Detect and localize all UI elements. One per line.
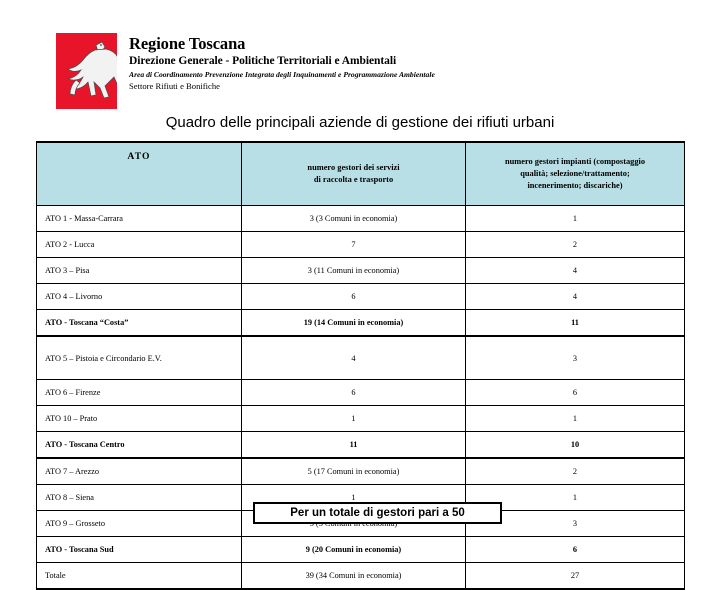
tuscany-pegasus-logo-icon xyxy=(56,33,117,109)
cell-gestori-servizi: 3 (3 Comuni in economia) xyxy=(242,206,466,232)
cell-ato-name: ATO 8 – Siena xyxy=(37,485,242,511)
cell-ato-name: ATO - Toscana Sud xyxy=(37,537,242,563)
table-row xyxy=(37,310,685,337)
table-row xyxy=(37,563,685,590)
cell-gestori-impianti: 1 xyxy=(466,406,685,432)
table-row xyxy=(37,380,685,406)
table-row xyxy=(37,284,685,310)
table-row xyxy=(37,406,685,432)
cell-gestori-servizi: 19 (14 Comuni in economia) xyxy=(242,310,466,337)
cell-gestori-servizi: 39 (34 Comuni in economia) xyxy=(242,563,466,590)
table-row xyxy=(37,458,685,485)
cell-gestori-impianti: 2 xyxy=(466,232,685,258)
table-body xyxy=(37,206,685,590)
table-row xyxy=(37,537,685,563)
cell-gestori-impianti: 10 xyxy=(466,432,685,459)
column-header-impianti xyxy=(466,142,685,206)
table-row xyxy=(37,432,685,459)
header-text-block xyxy=(129,33,435,92)
cell-gestori-servizi: 6 xyxy=(242,380,466,406)
cell-ato-name: ATO 10 – Prato xyxy=(37,406,242,432)
organization-area: Area di Coordinamento Prevenzione Integrata degli Inquinamenti e Programmazione Ambientale xyxy=(129,69,435,79)
organization-department: Direzione Generale - Politiche Territoriali e Ambientali xyxy=(129,55,397,68)
cell-ato-name: ATO 5 – Pistoia e Circondario E.V. xyxy=(37,336,242,380)
page-title: Quadro delle principali aziende di gestione dei rifiuti urbani xyxy=(165,114,555,131)
cell-gestori-impianti: 4 xyxy=(466,284,685,310)
cell-gestori-impianti: 11 xyxy=(466,310,685,337)
cell-ato-name: ATO 9 – Grosseto xyxy=(37,511,242,537)
cell-gestori-servizi: 3 (11 Comuni in economia) xyxy=(242,258,466,284)
cell-ato-name: ATO 4 – Livorno xyxy=(37,284,242,310)
cell-ato-name: ATO 3 – Pisa xyxy=(37,258,242,284)
column-header-impianti-line1: numero gestori impianti (compostaggio xyxy=(504,156,646,166)
cell-gestori-servizi: 11 xyxy=(242,432,466,459)
column-header-servizi-line2: di raccolta e trasporto xyxy=(313,175,394,184)
cell-gestori-impianti: 3 xyxy=(466,336,685,380)
cell-ato-name: ATO 1 - Massa-Carrara xyxy=(37,206,242,232)
table-row xyxy=(37,232,685,258)
cell-ato-name: Totale xyxy=(37,563,242,590)
cell-ato-name: ATO - Toscana “Costa” xyxy=(37,310,242,337)
cell-gestori-servizi: 7 xyxy=(242,232,466,258)
cell-gestori-servizi: 9 (20 Comuni in economia) xyxy=(242,537,466,563)
cell-gestori-impianti: 2 xyxy=(466,458,685,485)
table-row xyxy=(37,336,685,380)
organization-name: Regione Toscana xyxy=(129,34,246,53)
cell-gestori-servizi: 1 xyxy=(242,406,466,432)
cell-gestori-impianti: 1 xyxy=(466,206,685,232)
cell-ato-name: ATO 7 – Arezzo xyxy=(37,458,242,485)
cell-gestori-servizi: 5 (17 Comuni in economia) xyxy=(242,458,466,485)
column-header-servizi xyxy=(242,142,466,206)
column-header-impianti-line3: incenerimento; discariche) xyxy=(527,181,623,191)
cell-gestori-servizi: 1 xyxy=(242,485,466,511)
table-row xyxy=(37,206,685,232)
cell-ato-name: ATO 2 - Lucca xyxy=(37,232,242,258)
cell-gestori-impianti: 27 xyxy=(466,563,685,590)
column-header-impianti-line2: qualità; selezione/trattamento; xyxy=(520,168,630,178)
column-header-ato xyxy=(37,142,242,206)
column-header-ato-line1: ATO xyxy=(127,151,151,162)
cell-gestori-servizi: 6 xyxy=(242,284,466,310)
cell-gestori-impianti: 3 xyxy=(466,511,685,537)
cell-ato-name: ATO - Toscana Centro xyxy=(37,432,242,459)
table-header-row xyxy=(37,142,685,206)
table-row xyxy=(37,258,685,284)
document-header xyxy=(56,33,435,109)
cell-gestori-impianti: 1 xyxy=(466,485,685,511)
table-header xyxy=(37,142,685,206)
cell-gestori-impianti: 4 xyxy=(466,258,685,284)
total-managers-note: Per un totale di gestori pari a 50 xyxy=(253,502,502,524)
cell-gestori-servizi: 4 xyxy=(242,336,466,380)
organization-sector: Settore Rifiuti e Bonifiche xyxy=(129,80,220,91)
cell-ato-name: ATO 6 – Firenze xyxy=(37,380,242,406)
column-header-servizi-line1: numero gestori dei servizi xyxy=(307,162,400,172)
cell-gestori-impianti: 6 xyxy=(466,380,685,406)
cell-gestori-impianti: 6 xyxy=(466,537,685,563)
